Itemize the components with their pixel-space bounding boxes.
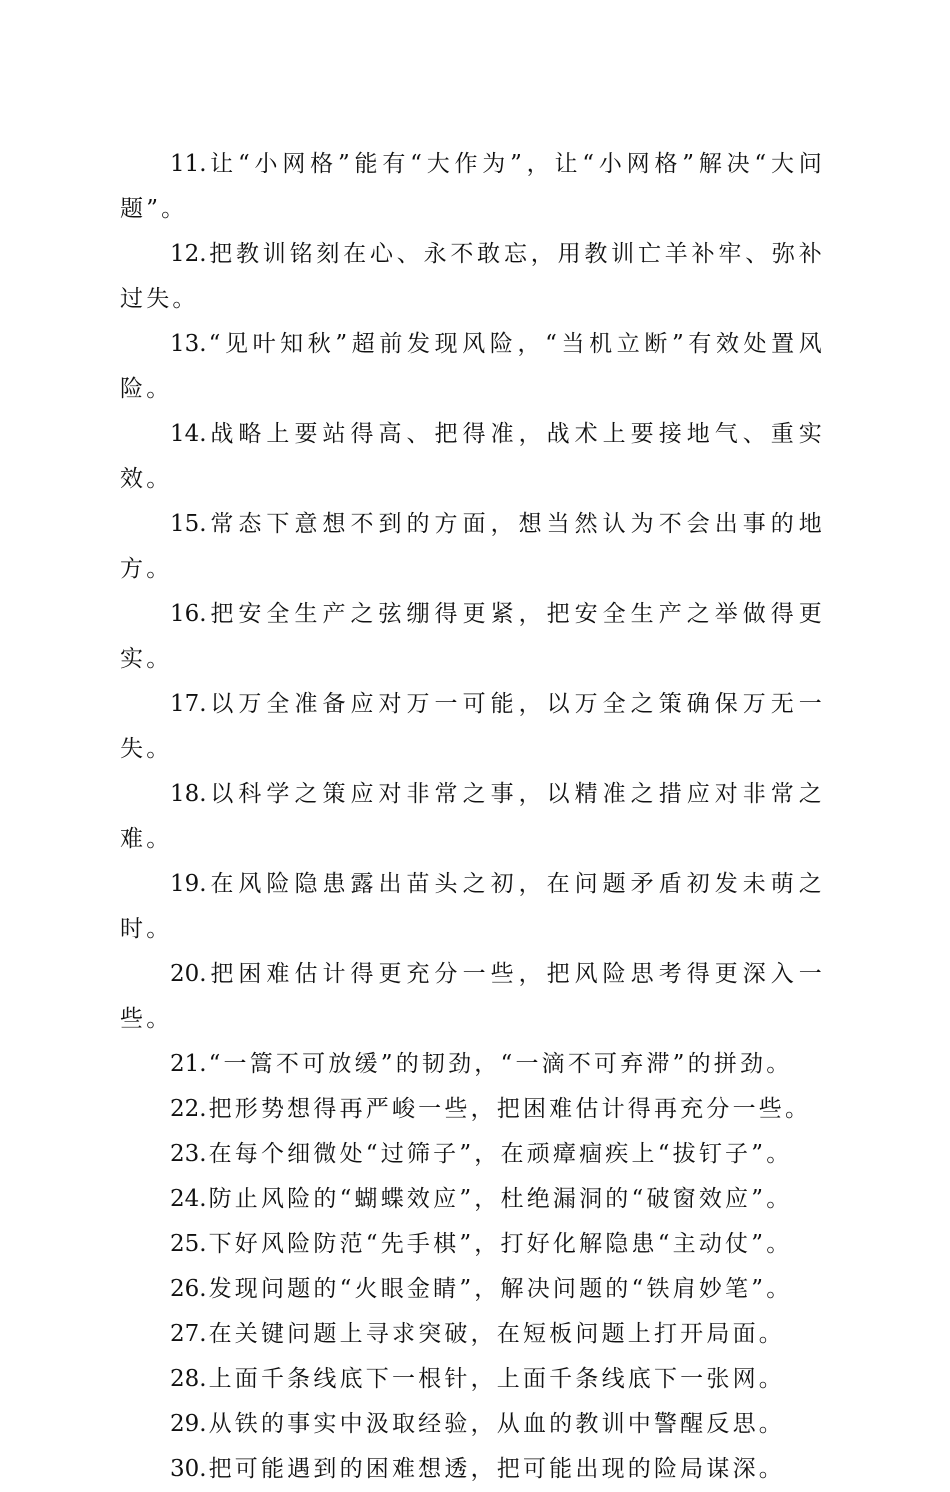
item-number: 25. bbox=[170, 1231, 207, 1257]
item-number: 28. bbox=[170, 1366, 207, 1392]
item-number: 21. bbox=[170, 1051, 207, 1077]
list-item bbox=[120, 232, 825, 322]
list-item bbox=[120, 1402, 825, 1447]
item-number: 23. bbox=[170, 1141, 207, 1167]
list-item bbox=[120, 1087, 825, 1132]
item-text: 把形势想得再严峻一些，把困难估计得再充分一些。 bbox=[208, 1096, 812, 1122]
list-item bbox=[120, 1177, 825, 1222]
list-item bbox=[120, 1447, 825, 1492]
item-number: 20. bbox=[170, 961, 207, 987]
list-item bbox=[120, 1132, 825, 1177]
list-item bbox=[120, 1357, 825, 1402]
item-number: 14. bbox=[170, 421, 207, 447]
item-text: 把可能遇到的困难想透，把可能出现的险局谋深。 bbox=[208, 1456, 785, 1482]
list-item bbox=[120, 412, 825, 502]
item-number: 17. bbox=[170, 691, 207, 717]
item-number: 18. bbox=[170, 781, 207, 807]
item-text: 把困难估计得更充分一些，把风险思考得更深入一些。 bbox=[120, 961, 825, 1032]
item-text: 防止风险的“蝴蝶效应”，杜绝漏洞的“破窗效应”。 bbox=[208, 1186, 793, 1212]
item-number: 22. bbox=[170, 1096, 207, 1122]
list-item bbox=[120, 862, 825, 952]
item-text: 把教训铭刻在心、永不敢忘，用教训亡羊补牢、弥补过失。 bbox=[120, 241, 825, 312]
item-number: 13. bbox=[170, 331, 207, 357]
item-text: 从铁的事实中汲取经验，从血的教训中警醒反思。 bbox=[208, 1411, 785, 1437]
list-item bbox=[120, 952, 825, 1042]
item-text: 让“小网格”能有“大作为”，让“小网格”解决“大问题”。 bbox=[120, 151, 825, 222]
item-number: 27. bbox=[170, 1321, 207, 1347]
item-number: 19. bbox=[170, 871, 207, 897]
list-item bbox=[120, 322, 825, 412]
list-item bbox=[120, 1042, 825, 1087]
item-number: 11. bbox=[170, 151, 207, 177]
document-body bbox=[120, 142, 825, 1492]
item-text: 上面千条线底下一根针，上面千条线底下一张网。 bbox=[208, 1366, 785, 1392]
item-text: “见叶知秋”超前发现风险，“当机立断”有效处置风险。 bbox=[120, 331, 825, 402]
item-text: 在每个细微处“过筛子”，在顽瘴痼疾上“拔钉子”。 bbox=[208, 1141, 793, 1167]
item-number: 15. bbox=[170, 511, 207, 537]
item-text: 把安全生产之弦绷得更紧，把安全生产之举做得更实。 bbox=[120, 601, 825, 672]
list-item bbox=[120, 772, 825, 862]
item-text: 以万全准备应对万一可能，以万全之策确保万无一失。 bbox=[120, 691, 825, 762]
list-item bbox=[120, 502, 825, 592]
item-number: 26. bbox=[170, 1276, 207, 1302]
item-text: 下好风险防范“先手棋”，打好化解隐患“主动仗”。 bbox=[208, 1231, 793, 1257]
item-text: 发现问题的“火眼金睛”，解决问题的“铁肩妙笔”。 bbox=[208, 1276, 793, 1302]
list-item bbox=[120, 1267, 825, 1312]
item-text: 在关键问题上寻求突破，在短板问题上打开局面。 bbox=[208, 1321, 785, 1347]
list-item bbox=[120, 1312, 825, 1357]
item-text: 以科学之策应对非常之事，以精准之措应对非常之难。 bbox=[120, 781, 825, 852]
list-item bbox=[120, 592, 825, 682]
item-number: 30. bbox=[170, 1456, 207, 1482]
item-number: 24. bbox=[170, 1186, 207, 1212]
item-number: 12. bbox=[170, 241, 207, 267]
item-number: 29. bbox=[170, 1411, 207, 1437]
list-item bbox=[120, 682, 825, 772]
item-text: “一篙不可放缓”的韧劲，“一滴不可弃滞”的拼劲。 bbox=[208, 1051, 793, 1077]
item-text: 在风险隐患露出苗头之初，在问题矛盾初发未萌之时。 bbox=[120, 871, 825, 942]
item-text: 常态下意想不到的方面，想当然认为不会出事的地方。 bbox=[120, 511, 825, 582]
item-text: 战略上要站得高、把得准，战术上要接地气、重实效。 bbox=[120, 421, 825, 492]
list-item bbox=[120, 1222, 825, 1267]
item-number: 16. bbox=[170, 601, 207, 627]
list-item bbox=[120, 142, 825, 232]
